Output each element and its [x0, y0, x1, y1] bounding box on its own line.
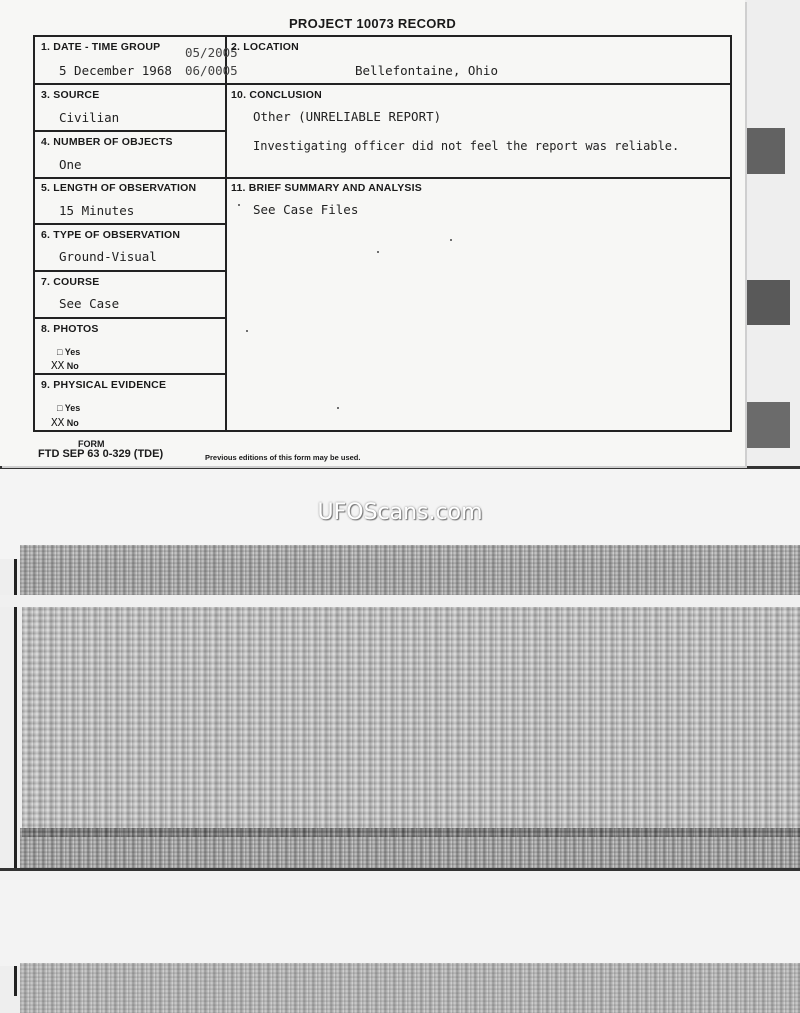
course-value: See Case	[59, 296, 120, 311]
row-line	[35, 177, 225, 179]
row-line	[225, 177, 730, 179]
date-annotation-bottom: 06/0005	[185, 63, 238, 78]
conclusion-note: Investigating officer did not feel the report was reliable.	[253, 139, 680, 153]
num-objects-value: One	[59, 157, 82, 172]
film-strip-2	[0, 595, 800, 607]
length-value: 15 Minutes	[59, 203, 135, 218]
type-obs-value: Ground-Visual	[59, 249, 157, 264]
scan-speck	[337, 407, 339, 409]
checkbox-icon: □	[57, 403, 63, 413]
side-blot-2	[745, 280, 790, 325]
row-line	[225, 83, 730, 85]
source-label: 3. SOURCE	[41, 89, 100, 101]
photos-yes-label: Yes	[64, 347, 81, 357]
summary-value: See Case Files	[253, 202, 359, 217]
physical-no-option	[51, 416, 79, 429]
row-line	[35, 83, 225, 85]
footer-form-code: FTD SEP 63 0-329 (TDE)	[38, 448, 164, 460]
scan-noise-2	[20, 828, 800, 868]
photos-label: 8. PHOTOS	[41, 323, 99, 335]
scan-speck	[246, 330, 248, 332]
row-line	[35, 270, 225, 272]
num-objects-label: 4. NUMBER OF OBJECTS	[41, 136, 173, 148]
row-line	[35, 317, 225, 319]
conclusion-label: 10. CONCLUSION	[231, 89, 322, 101]
summary-label: 11. BRIEF SUMMARY AND ANALYSIS	[231, 182, 422, 194]
scan-noise-3	[20, 963, 800, 1013]
scan-speck	[377, 251, 379, 253]
column-divider	[225, 37, 227, 430]
course-label: 7. COURSE	[41, 276, 100, 288]
physical-no-label: No	[66, 418, 79, 428]
physical-yes-option	[57, 403, 80, 413]
physical-yes-label: Yes	[64, 403, 81, 413]
physical-label: 9. PHYSICAL EVIDENCE	[41, 379, 167, 391]
footer-form-word: FORM	[78, 439, 105, 449]
form-title: PROJECT 10073 RECORD	[288, 16, 457, 31]
side-blot-1	[745, 128, 785, 174]
location-value: Bellefontaine, Ohio	[355, 63, 498, 78]
photos-no-label: No	[66, 361, 79, 371]
date-time-label: 1. DATE - TIME GROUP	[41, 41, 161, 53]
conclusion-value: Other (UNRELIABLE REPORT)	[253, 109, 442, 124]
physical-check-mark: XX	[51, 416, 65, 429]
footer-previous-editions: Previous editions of this form may be used.	[205, 453, 361, 462]
length-label: 5. LENGTH OF OBSERVATION	[41, 182, 197, 194]
scan-noise-1	[20, 545, 800, 595]
location-label: 2. LOCATION	[231, 41, 299, 53]
form-frame	[33, 35, 732, 432]
date-annotation-top: 05/2005	[185, 45, 238, 60]
scan-speck	[238, 204, 240, 206]
checkbox-icon: □	[57, 347, 63, 357]
scan-noise-dense	[22, 607, 800, 837]
film-strip-3	[0, 868, 800, 966]
record-card	[0, 0, 745, 466]
watermark: UFOScans.com	[317, 500, 483, 525]
type-obs-label: 6. TYPE OF OBSERVATION	[41, 229, 181, 241]
photos-yes-option	[57, 347, 80, 357]
side-blot-3	[745, 402, 790, 448]
source-value: Civilian	[59, 110, 120, 125]
row-line	[35, 373, 225, 375]
date-time-value: 5 December 1968	[59, 63, 172, 78]
row-line	[35, 223, 225, 225]
scan-speck	[450, 239, 452, 241]
photos-check-mark: XX	[51, 359, 65, 372]
row-line	[35, 130, 225, 132]
photos-no-option	[51, 359, 79, 372]
